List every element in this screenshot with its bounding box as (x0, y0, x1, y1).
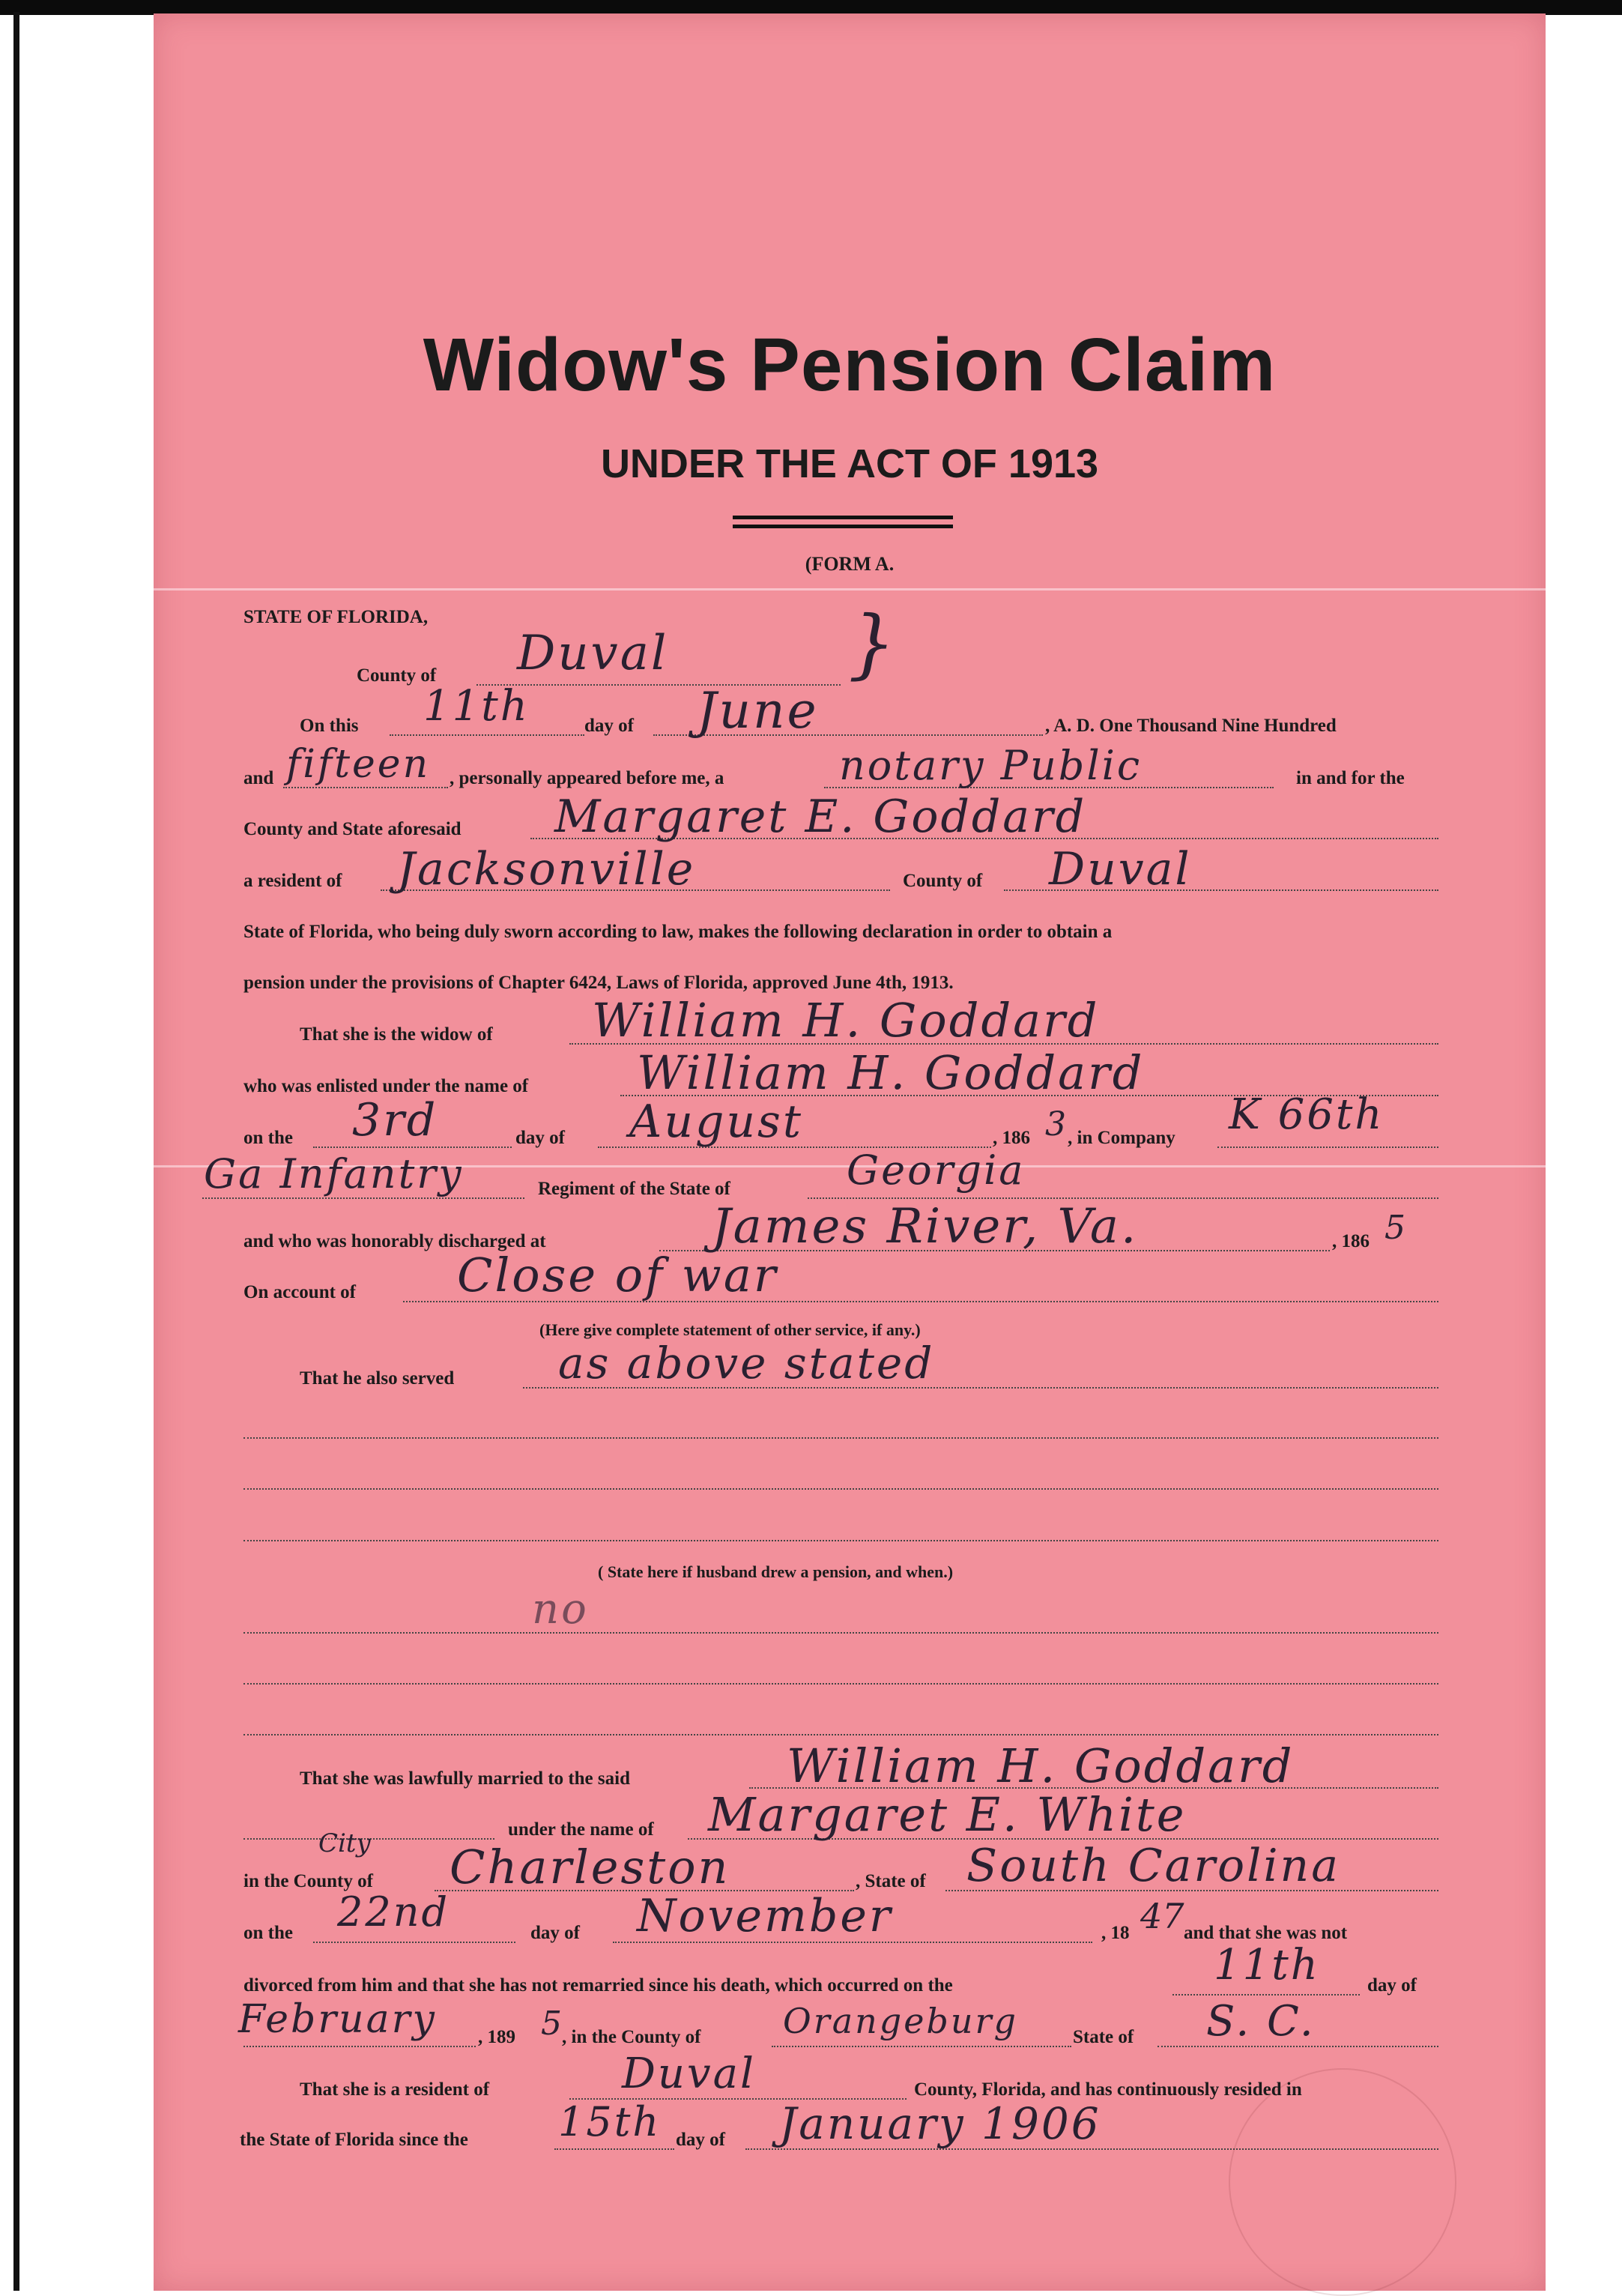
widow-of-entry: William H. Goddard (592, 993, 1100, 1048)
form-subtitle: UNDER THE ACT OF 1913 (600, 441, 1099, 486)
county-of-label-2: County of (903, 871, 983, 891)
county-florida-text: County, Florida, and has continuously resided in (914, 2079, 1302, 2100)
month-entry: June (697, 682, 819, 740)
regiment-line (202, 1197, 524, 1199)
day-of-label-3: day of (530, 1923, 580, 1943)
maiden-name-entry: Margaret E. White (708, 1787, 1187, 1842)
enlisted-under-label: who was enlisted under the name of (243, 1076, 529, 1096)
faint-seal-mark (1229, 2068, 1456, 2296)
discharge-year-entry: 5 (1385, 1209, 1405, 1247)
on-account-entry: Close of war (457, 1248, 778, 1302)
enlist-day-entry: 3rd (352, 1094, 438, 1147)
also-served-entry: as above stated (558, 1338, 935, 1389)
year-words-line (283, 787, 448, 788)
ad-text: , A. D. One Thousand Nine Hundred (1045, 716, 1337, 736)
title-rule (733, 516, 953, 519)
resident-of-label: That she is a resident of (300, 2079, 490, 2100)
year-189-text: , 189 (478, 2027, 515, 2047)
blank-line (243, 1734, 1438, 1735)
county-label: County of (357, 665, 437, 686)
death-county-line (772, 2046, 1071, 2047)
day-of-label: day of (584, 716, 634, 736)
enlisted-name-entry: William H. Goddard (637, 1045, 1145, 1100)
pension-note: ( State here if husband drew a pension, and when.) (598, 1562, 954, 1581)
husband-entry: William H. Goddard (787, 1738, 1295, 1793)
death-year-entry: 5 (541, 2005, 562, 2043)
day-entry: 11th (423, 682, 530, 731)
declaration-line-1: State of Florida, who being duly sworn according to law, makes the following declaration in order to obtain a (243, 922, 1113, 942)
county-state-aforesaid-label: County and State aforesaid (243, 819, 462, 839)
married-day-line (313, 1942, 515, 1943)
year-18-text: , 18 (1101, 1923, 1130, 1943)
enlist-year-entry: 3 (1045, 1105, 1066, 1144)
under-name-of-label: under the name of (508, 1819, 654, 1840)
lawfully-married-label: That she was lawfully married to the said (300, 1768, 630, 1789)
death-month-entry: February (238, 1997, 437, 2042)
form-label: (FORM A. (805, 553, 895, 575)
enlist-month-entry: August (629, 1096, 803, 1148)
residence-city-entry: Jacksonville (397, 843, 696, 895)
married-city-entry: Charleston (450, 1840, 730, 1894)
also-served-label: That he also served (300, 1368, 455, 1389)
blank-line (243, 1683, 1438, 1685)
declaration-line-2: pension under the provisions of Chapter 6424, Laws of Florida, approved June 4th, 1913. (243, 973, 954, 993)
state-of-label: , State of (856, 1871, 926, 1891)
since-month-entry: January 1906 (779, 2098, 1101, 2149)
death-day-line (1172, 1994, 1360, 1996)
pension-entry: no (532, 1585, 589, 1634)
claimant-entry: Margaret E. Goddard (554, 791, 1087, 843)
married-state-entry: South Carolina (966, 1840, 1340, 1892)
state-label: STATE OF FLORIDA, (243, 607, 429, 627)
on-the-label-2: on the (243, 1923, 293, 1943)
death-day-entry: 11th (1214, 1941, 1320, 1990)
in-the-county-of-label-2: , in the County of (562, 2027, 701, 2047)
year-186-text-2: , 186 (1332, 1231, 1370, 1251)
company-line (1217, 1147, 1438, 1148)
death-state-line (1158, 2046, 1438, 2047)
on-account-of-label: On account of (243, 1282, 356, 1302)
in-the-county-of-label: in the County of (243, 1871, 373, 1891)
scan-top-border (0, 0, 1622, 15)
company-entry: K 66th (1229, 1090, 1385, 1139)
regiment-entry: Ga Infantry (204, 1150, 464, 1197)
current-county-entry: Duval (622, 2049, 756, 2098)
divorced-text: divorced from him and that she has not remarried since his death, which occurred on the (243, 1975, 953, 1996)
state-of-label-2: State of (1073, 2027, 1134, 2047)
since-the-label: the State of Florida since the (240, 2130, 468, 2150)
day-line (390, 734, 584, 736)
blank-line (243, 1488, 1438, 1490)
day-of-label-5: day of (676, 2130, 725, 2150)
brace-icon: } (848, 599, 896, 687)
paper-fold-line (154, 588, 1546, 590)
personally-appeared-text: , personally appeared before me, a (450, 768, 724, 788)
on-the-label: on the (243, 1128, 293, 1148)
a-resident-of-label: a resident of (243, 871, 342, 891)
county-entry: Duval (517, 626, 669, 681)
state-entry: Georgia (847, 1147, 1026, 1194)
scan-left-border (13, 12, 19, 2291)
since-day-line (554, 2148, 674, 2150)
enlist-day-line (313, 1147, 512, 1148)
on-this-label: On this (300, 716, 359, 736)
and-label: and (243, 768, 274, 788)
in-and-for-text: in and for the (1296, 768, 1405, 788)
was-not-text: and that she was not (1184, 1923, 1348, 1943)
married-day-entry: 22nd (337, 1888, 450, 1936)
year-186-text: , 186 (993, 1128, 1030, 1148)
death-month-line (243, 2046, 476, 2047)
blank-line (243, 1437, 1438, 1439)
discharged-at-entry: James River, Va. (712, 1199, 1139, 1254)
death-state-entry: S. C. (1206, 1997, 1316, 2046)
form-title: Widow's Pension Claim (423, 323, 1277, 407)
blank-line (243, 1540, 1438, 1541)
day-of-label-2: day of (515, 1128, 565, 1148)
married-month-entry: November (637, 1890, 893, 1942)
married-year-entry: 47 (1140, 1896, 1184, 1936)
county-correction-entry: City (318, 1828, 371, 1858)
residence-county-entry: Duval (1049, 843, 1192, 895)
day-of-label-4: day of (1367, 1975, 1417, 1996)
death-county-entry: Orangeburg (783, 2001, 1018, 2041)
widow-of-label: That she is the widow of (300, 1024, 493, 1045)
regiment-of-label: Regiment of the State of (538, 1179, 730, 1199)
in-company-text: , in Company (1068, 1128, 1175, 1148)
discharged-at-label: and who was honorably discharged at (243, 1231, 546, 1251)
officer-entry: notary Public (839, 742, 1143, 789)
other-service-note: (Here give complete statement of other service, if any.) (539, 1320, 921, 1339)
since-day-entry: 15th (558, 2098, 662, 2145)
year-words-entry: fifteen (286, 742, 431, 787)
title-rule (733, 525, 953, 528)
pension-line (243, 1632, 1438, 1634)
